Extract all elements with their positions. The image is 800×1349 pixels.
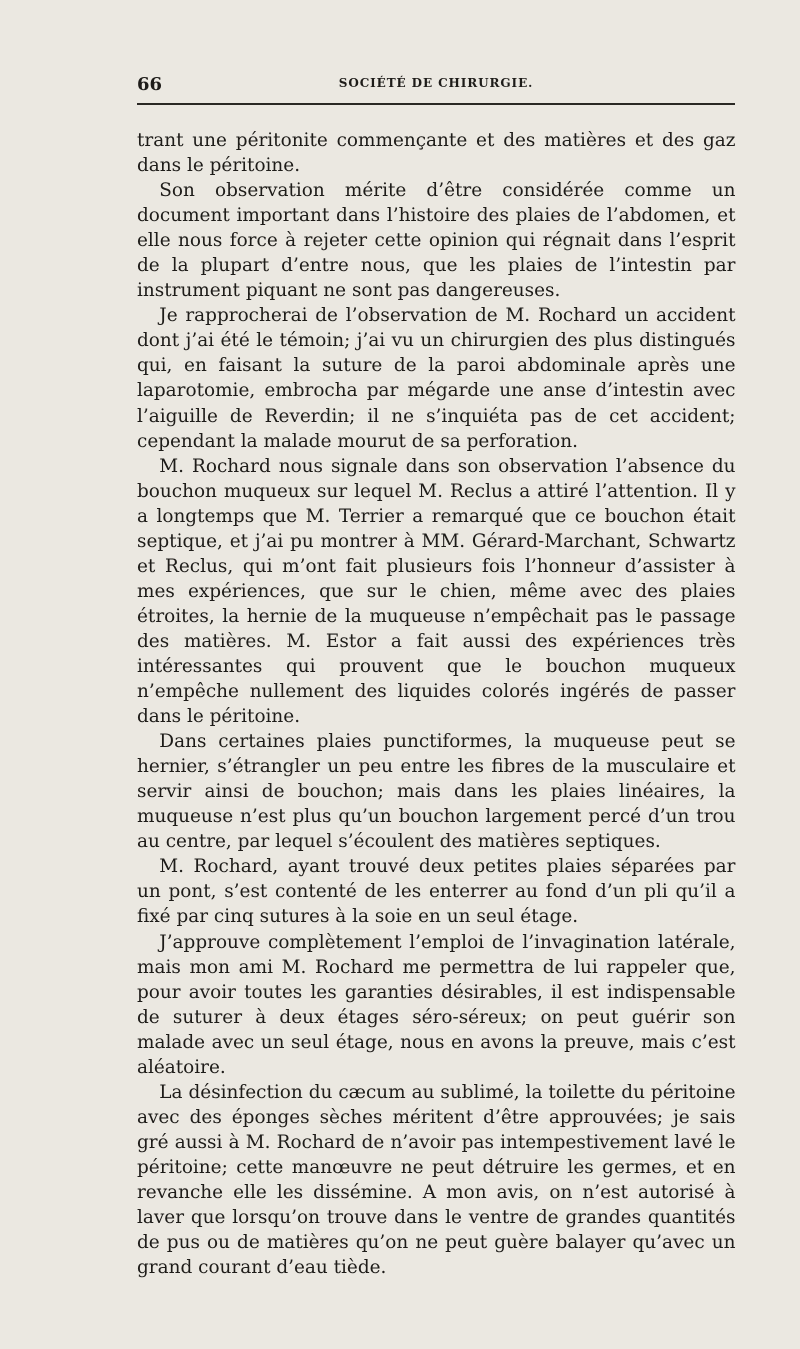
paragraph: Dans certaines plaies punctiformes, la muqueuse peut se hernier, s’étrangler un peu entre les fibres de la musculaire et servir ainsi de bouchon; mais dans les plaies linéaires, la muqueuse n’est plus qu’un bouchon largement percé d’un trou au centre, par lequel s’écoulent des matières septiques. bbox=[137, 730, 736, 853]
paragraph: J’approuve complètement l’emploi de l’invagination latérale, mais mon ami M. Rochard me permettra de lui rappeler que, pour avoir toutes les garanties désirables, il est indispensable de suturer à deux étages séro-séreux; on peut guérir son malade avec un seul étage, nous en avons la preuve, mais c’est aléatoire. bbox=[137, 930, 736, 1078]
header-rule bbox=[137, 103, 735, 105]
page-number: 66 bbox=[137, 74, 163, 95]
paragraph: Son observation mérite d’être considérée comme un document important dans l’histoire des plaies de l’abdomen, et elle nous force à rejeter cette opinion qui régnait dans l’esprit de la plupart d’entre nous, que les plaies de l’intestin par instrument piquant ne sont pas dangereuses. bbox=[137, 179, 736, 302]
text-body bbox=[137, 128, 735, 1280]
paragraph: M. Rochard, ayant trouvé deux petites plaies séparées par un pont, s’est contenté de les enterrer au fond d’un pli qu’il a fixé par cinq sutures à la soie en un seul étage. bbox=[137, 855, 736, 928]
running-head bbox=[137, 74, 735, 98]
paragraph: La désinfection du cæcum au sublimé, la toilette du péritoine avec des éponges sèches méritent d’être approuvées; je sais gré aussi à M. Rochard de n’avoir pas intempestivement lavé le péritoine; cette manœuvre ne peut détruire les germes, et en revanche elle les dissémine. A mon avis, on n’est autorisé à laver que lorsqu’on trouve dans le ventre de grandes quantités de pus ou de matières qu’on ne peut guère balayer qu’avec un grand courant d’eau tiède. bbox=[137, 1080, 736, 1279]
running-title: SOCIÉTÉ DE CHIRURGIE. bbox=[338, 76, 534, 90]
paragraph-continuation: trant une péritonite commençante et des matières et des gaz dans le péritoine. bbox=[137, 129, 736, 177]
paragraph: M. Rochard nous signale dans son observation l’absence du bouchon muqueux sur lequel M. Reclus a attiré l’attention. Il y a longtemps que M. Terrier a remarqué que ce bouchon était septique, et j’ai pu montrer à MM. Gérard-Marchant, Schwartz et Reclus, qui m’ont fait plusieurs fois l’honneur d’assister à mes expériences, que sur le chien, même avec des plaies étroites, la hernie de la muqueuse n’empêchait pas le passage des matières. M. Estor a fait aussi des expériences très intéressantes qui prouvent que le bouchon muqueux n’empêche nullement des liquides colorés ingérés de passer dans le péritoine. bbox=[137, 454, 736, 728]
paragraph: Je rapprocherai de l’observation de M. Rochard un accident dont j’ai été le témoin; j’ai vu un chirurgien des plus distingués qui, en faisant la suture de la paroi abdominale après une laparotomie, embrocha par mégarde une anse d’intestin avec l’aiguille de Reverdin; il ne s’inquiéta pas de cet accident; cependant la malade mourut de sa perforation. bbox=[137, 304, 736, 452]
